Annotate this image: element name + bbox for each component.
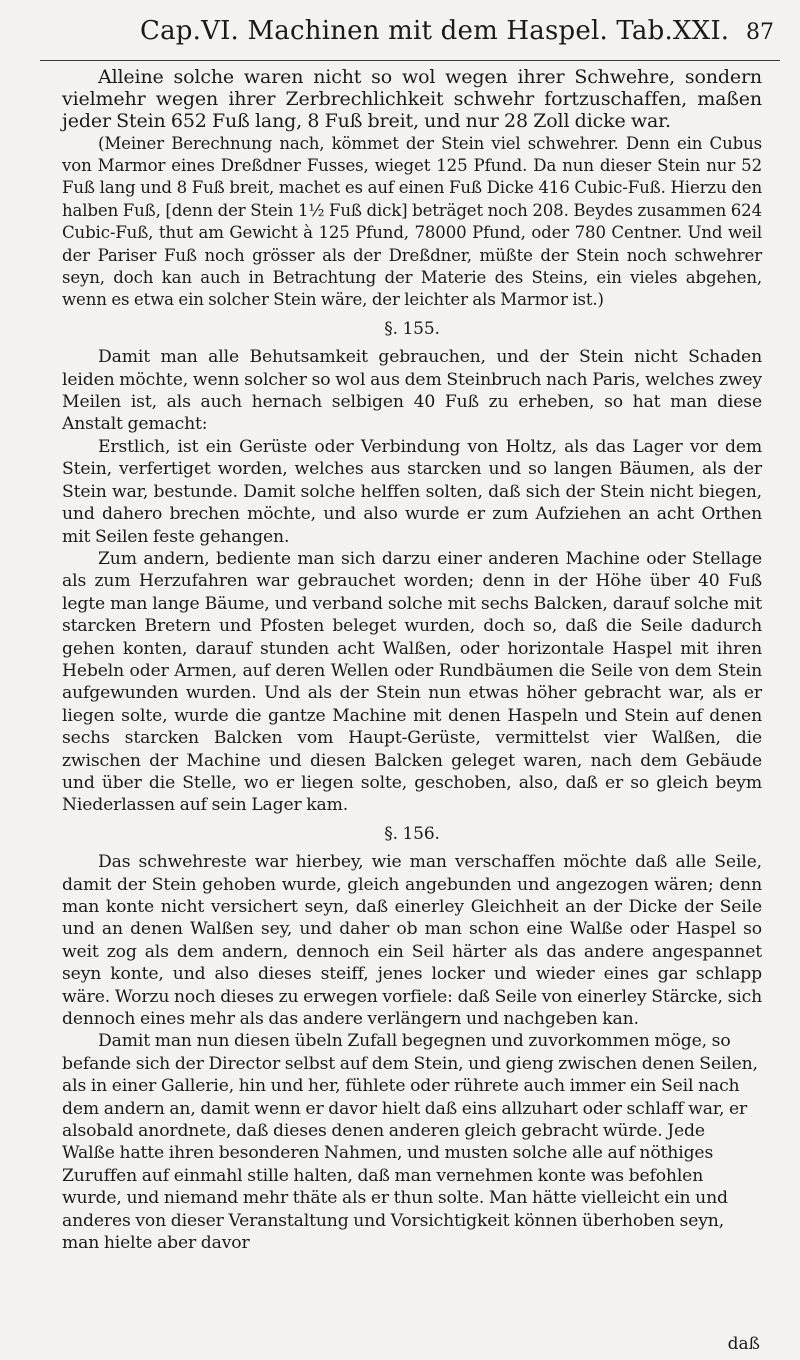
catchword: daß: [727, 1334, 760, 1354]
running-header: [40, 14, 780, 61]
body-text: [62, 66, 762, 1255]
paragraph-rope-problem: Das schwehreste war hierbey, wie man verschaffen möchte daß alle Seile, damit der Stein gehoben wurde, gleich angebunden und angezogen wären; denn man konte nicht versichert seyn, daß einerley Gleichheit an der Dicke der Seile und an denen Walßen sey, und daher ob man schon eine Walße oder Haspel so weit zog als dem andern, dennoch ein Seil härter als das andere angespannet seyn konte, und also dieses steiff, jenes locker und wieder eines gar schlapp wäre. Worzu noch dieses zu erwegen vorfiele: daß Seile von einerley Stärcke, sich dennoch eines mehr als das andere verlängern und nachgeben kan.: [62, 852, 762, 1030]
paragraph-director: Damit man nun diesen übeln Zufall begegnen und zuvorkommen möge, so befande sich der Director selbst auf dem Stein, und gieng zwischen denen Seilen, als in einer Gallerie, hin und her, fühlete oder rührete auch immer ein Seil nach dem andern an, damit wenn er davor hielt daß eins allzuhart oder schlaff war, er alsobald anordnete, daß dieses denen anderen gleich gebracht würde. Jede Walße hatte ihren besonderen Nahmen, und musten solche alle auf nöthiges Zuruffen auf einmahl stille halten, daß man vernehmen konte was befohlen wurde, und niemand mehr thäte als er thun solte. Man hätte vielleicht ein und anderes von dieser Veranstaltung und Vorsichtigkeit können überhoben seyn, man hielte aber davor: [62, 1031, 758, 1254]
section-heading-156: §. 156.: [384, 823, 440, 844]
paragraph-intro: Alleine solche waren nicht so wol wegen ihrer Schwehre, sondern vielmehr wegen ihrer Zerbrechlichkeit schwehr fortzuschaffen, maßen jeder Stein 652 Fuß lang, 8 Fuß breit, und nur 28 Zoll dicke war.: [62, 66, 762, 133]
paragraph-calculation-note: (Meiner Berechnung nach, kömmet der Stein viel schwehrer. Denn ein Cubus von Marmor eines Dreßdner Fusses, wieget 125 Pfund. Da nun dieser Stein nur 52 Fuß lang und 8 Fuß breit, machet es auf einen Fuß Dicke 416 Cubic-Fuß. Hierzu den halben Fuß, [denn der Stein 1½ Fuß dick] beträget noch 208. Beydes zusammen 624 Cubic-Fuß, thut am Gewicht à 125 Pfund, 78000 Pfund, oder 780 Centner. Und weil der Pariser Fuß noch grösser als der Dreßdner, müßte der Stein noch schwehrer seyn, doch kan auch in Betrachtung der Materie des Steins, ein vieles abgehen, wenn es etwa ein solcher Stein wäre, der leichter als Marmor ist.): [62, 133, 762, 310]
paragraph-first-scaffold: Erstlich, ist ein Gerüste oder Verbindung von Holtz, als das Lager vor dem Stein, verfertiget worden, welches aus starcken und so langen Bäumen, als der Stein war, bestunde. Damit solche helffen solten, daß sich der Stein nicht biegen, und dahero brechen möchte, und also wurde er zum Aufziehen an acht Orthen mit Seilen feste gehangen.: [62, 436, 762, 547]
section-heading-155: §. 155.: [384, 318, 440, 339]
paragraph-second-machine: Zum andern, bediente man sich darzu einer anderen Machine oder Stellage als zum Herzufahren war gebrauchet worden; denn in der Höhe über 40 Fuß legte man lange Bäume, und verband solche mit sechs Balcken, darauf solche mit starcken Bretern und Pfosten beleget wurden, doch so, daß die Seile dadurch gehen konten, darauf stunden acht Walßen, oder horizontale Haspel mit ihren Hebeln oder Armen, auf deren Wellen oder Rundbäumen die Seile von dem Stein aufgewunden wurden. Und als der Stein nun etwas höher gebracht war, als er liegen solte, wurde die gantze Machine mit denen Haspeln und Stein auf denen sechs starcken Balcken vom Haupt-Gerüste, vermittelst vier Walßen, die zwischen der Machine und diesen Balcken geleget waren, nach dem Gebäude und über die Stelle, wo er liegen solte, geschoben, also, daß er so gleich beym Niederlassen auf sein Lager kam.: [62, 548, 762, 816]
chapter-title: Cap.VI. Machinen mit dem Haspel. Tab.XXI.: [140, 16, 730, 46]
page-number: 87: [746, 20, 774, 45]
paragraph-precaution: Damit man alle Behutsamkeit gebrauchen, und der Stein nicht Schaden leiden möchte, wenn solcher so wol aus dem Steinbruch nach Paris, welches zwey Meilen ist, als auch hernach selbigen 40 Fuß zu erheben, so hat man diese Anstalt gemacht:: [62, 347, 762, 435]
